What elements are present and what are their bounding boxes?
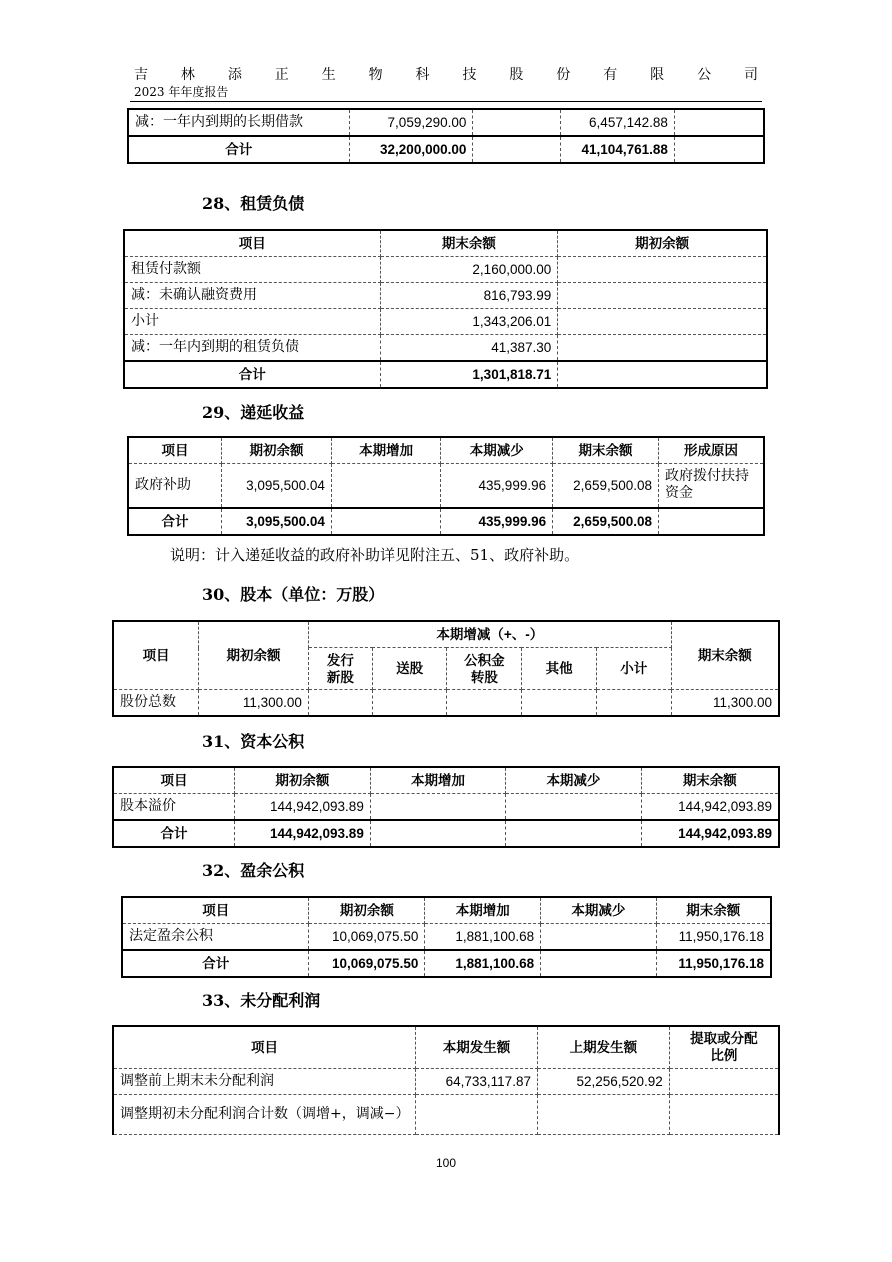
table-row — [124, 257, 767, 283]
col-header: 本期增加 — [425, 897, 541, 924]
reason: 政府拨付扶持资金 — [659, 464, 765, 508]
sub-header: 公积金转股 — [447, 648, 522, 690]
row-item: 减：一年内到期的租赁负债 — [124, 335, 380, 362]
sub-header: 小计 — [596, 648, 671, 690]
end-balance: 1,301,818.71 — [380, 361, 558, 388]
end-balance: 1,343,206.01 — [380, 309, 558, 335]
begin-balance — [558, 361, 767, 388]
table-row — [113, 690, 779, 717]
row-item: 政府补助 — [128, 464, 222, 508]
header-row — [113, 621, 779, 648]
end-balance: 144,942,093.89 — [641, 820, 779, 847]
begin-balance — [558, 335, 767, 362]
row-item: 调整前上期末未分配利润 — [113, 1068, 416, 1094]
begin-balance: 144,942,093.89 — [234, 820, 370, 847]
header-row — [113, 1026, 779, 1068]
col-header: 本期增加 — [370, 767, 505, 794]
begin-balance — [558, 309, 767, 335]
col-header: 本期减少 — [506, 767, 641, 794]
row-item: 租赁付款额 — [124, 257, 380, 283]
long-term-loan-table-tail — [127, 108, 765, 164]
col-header: 期初余额 — [309, 897, 425, 924]
company-char: 添 — [227, 67, 242, 83]
company-char: 技 — [462, 67, 477, 83]
increase: 1,881,100.68 — [425, 924, 541, 951]
increase: 1,881,100.68 — [425, 950, 541, 977]
end-balance: 11,950,176.18 — [656, 950, 771, 977]
col-header: 上期发生额 — [537, 1026, 669, 1068]
row-item: 小计 — [124, 309, 380, 335]
sub-header: 其他 — [522, 648, 597, 690]
col-header: 期初余额 — [199, 621, 309, 690]
table-row — [113, 1068, 779, 1094]
sub-header: 发行新股 — [308, 648, 372, 690]
end-balance: 144,942,093.89 — [641, 794, 779, 821]
decrease — [541, 924, 656, 951]
company-name — [134, 64, 758, 84]
capital-reserve-table — [112, 766, 780, 848]
prior-amount — [537, 1094, 669, 1134]
total-row — [122, 950, 771, 977]
begin-balance: 144,942,093.89 — [234, 794, 370, 821]
empty-cell — [473, 136, 561, 163]
page-number: 100 — [435, 1156, 457, 1170]
section-title-deferred-income: 29、递延收益 — [202, 403, 305, 422]
header-row — [124, 230, 767, 257]
begin-balance: 11,300.00 — [199, 690, 309, 717]
section-title-surplus-reserve: 32、盈余公积 — [202, 861, 305, 880]
table-row — [124, 283, 767, 309]
decrease: 435,999.96 — [441, 464, 553, 508]
begin-balance — [558, 283, 767, 309]
table-row — [113, 1094, 779, 1134]
row-item: 股本溢价 — [113, 794, 234, 821]
col-header-change: 本期增减（+、-） — [308, 621, 671, 648]
total-label: 合计 — [128, 136, 349, 163]
company-char: 有 — [603, 67, 618, 83]
table-row — [124, 335, 767, 362]
begin-balance — [558, 257, 767, 283]
row-item: 减：未确认融资费用 — [124, 283, 380, 309]
row-item: 法定盈余公积 — [122, 924, 309, 951]
ratio — [669, 1068, 779, 1094]
begin-balance: 6,457,142.88 — [560, 109, 674, 136]
col-header: 提取或分配比例 — [669, 1026, 779, 1068]
sub-header: 送股 — [372, 648, 447, 690]
empty-cell — [308, 690, 372, 717]
end-balance: 11,950,176.18 — [656, 924, 771, 951]
decrease: 435,999.96 — [441, 508, 553, 535]
col-header: 形成原因 — [659, 437, 765, 464]
end-balance: 2,160,000.00 — [380, 257, 558, 283]
header-row — [122, 897, 771, 924]
company-char: 物 — [368, 67, 383, 83]
total-label: 合计 — [124, 361, 380, 388]
current-amount: 64,733,117.87 — [416, 1068, 538, 1094]
end-balance: 11,300.00 — [671, 690, 779, 717]
row-item: 减：一年内到期的长期借款 — [128, 109, 349, 136]
surplus-reserve-table — [121, 896, 772, 978]
section-title-lease-liabilities: 28、租赁负债 — [202, 194, 305, 213]
end-balance: 41,387.30 — [380, 335, 558, 362]
decrease — [506, 820, 641, 847]
table-row — [124, 309, 767, 335]
col-header: 期末余额 — [553, 437, 659, 464]
company-char: 林 — [180, 67, 195, 83]
company-char: 生 — [321, 67, 336, 83]
empty-cell — [522, 690, 597, 717]
current-amount — [416, 1094, 538, 1134]
company-char: 司 — [743, 67, 758, 83]
report-subtitle: 2023 年年度报告 — [134, 85, 229, 99]
col-header: 期末余额 — [671, 621, 779, 690]
begin-balance: 10,069,075.50 — [309, 924, 425, 951]
end-balance: 816,793.99 — [380, 283, 558, 309]
reason — [659, 508, 765, 535]
empty-cell — [447, 690, 522, 717]
company-char: 吉 — [134, 67, 148, 83]
retained-earnings-table — [112, 1025, 780, 1135]
begin-balance: 3,095,500.04 — [222, 464, 332, 508]
col-header: 期末余额 — [656, 897, 771, 924]
empty-cell — [596, 690, 671, 717]
company-char: 股 — [509, 67, 524, 83]
table-row — [128, 109, 764, 136]
increase — [331, 508, 440, 535]
col-header: 本期增加 — [331, 437, 440, 464]
total-row — [128, 508, 764, 535]
prior-amount: 52,256,520.92 — [537, 1068, 669, 1094]
total-row — [124, 361, 767, 388]
row-item: 调整期初未分配利润合计数（调增+，调减−） — [113, 1094, 416, 1134]
total-row — [128, 136, 764, 163]
company-char: 正 — [274, 67, 289, 83]
row-item: 股份总数 — [113, 690, 199, 717]
header-rule — [130, 101, 762, 102]
company-char: 限 — [650, 67, 665, 83]
col-header: 本期减少 — [441, 437, 553, 464]
section-title-retained-earnings: 33、未分配利润 — [202, 991, 321, 1010]
col-header: 期初余额 — [558, 230, 767, 257]
total-label: 合计 — [128, 508, 222, 535]
table-row — [113, 794, 779, 821]
deferred-income-note: 说明：计入递延收益的政府补助详见附注五、51、政府补助。 — [170, 546, 580, 564]
total-row — [113, 820, 779, 847]
table-row — [122, 924, 771, 951]
col-header: 期初余额 — [234, 767, 370, 794]
increase — [331, 464, 440, 508]
col-header: 项目 — [113, 767, 234, 794]
col-header: 项目 — [128, 437, 222, 464]
col-header: 本期减少 — [541, 897, 656, 924]
share-capital-table — [112, 620, 780, 717]
header-row — [128, 437, 764, 464]
section-title-share-capital: 30、股本（单位：万股） — [202, 585, 385, 604]
end-balance: 2,659,500.08 — [553, 508, 659, 535]
lease-liabilities-table — [123, 229, 768, 389]
col-header: 项目 — [124, 230, 380, 257]
end-balance: 32,200,000.00 — [349, 136, 473, 163]
company-char: 科 — [415, 67, 430, 83]
col-header: 期初余额 — [222, 437, 332, 464]
increase — [370, 820, 505, 847]
col-header: 本期发生额 — [416, 1026, 538, 1068]
empty-cell — [674, 109, 764, 136]
end-balance: 2,659,500.08 — [553, 464, 659, 508]
empty-cell — [674, 136, 764, 163]
section-title-capital-reserve: 31、资本公积 — [202, 732, 305, 751]
empty-cell — [473, 109, 561, 136]
decrease — [541, 950, 656, 977]
col-header: 项目 — [113, 1026, 416, 1068]
col-header: 项目 — [122, 897, 309, 924]
header-row — [113, 767, 779, 794]
deferred-income-table — [127, 436, 765, 536]
company-char: 份 — [556, 67, 571, 83]
total-label: 合计 — [113, 820, 234, 847]
begin-balance: 3,095,500.04 — [222, 508, 332, 535]
begin-balance: 10,069,075.50 — [309, 950, 425, 977]
begin-balance: 41,104,761.88 — [560, 136, 674, 163]
table-row — [128, 464, 764, 508]
empty-cell — [372, 690, 447, 717]
increase — [370, 794, 505, 821]
company-char: 公 — [697, 67, 712, 83]
decrease — [506, 794, 641, 821]
ratio — [669, 1094, 779, 1134]
col-header: 期末余额 — [641, 767, 779, 794]
col-header: 项目 — [113, 621, 199, 690]
col-header: 期末余额 — [380, 230, 558, 257]
total-label: 合计 — [122, 950, 309, 977]
end-balance: 7,059,290.00 — [349, 109, 473, 136]
